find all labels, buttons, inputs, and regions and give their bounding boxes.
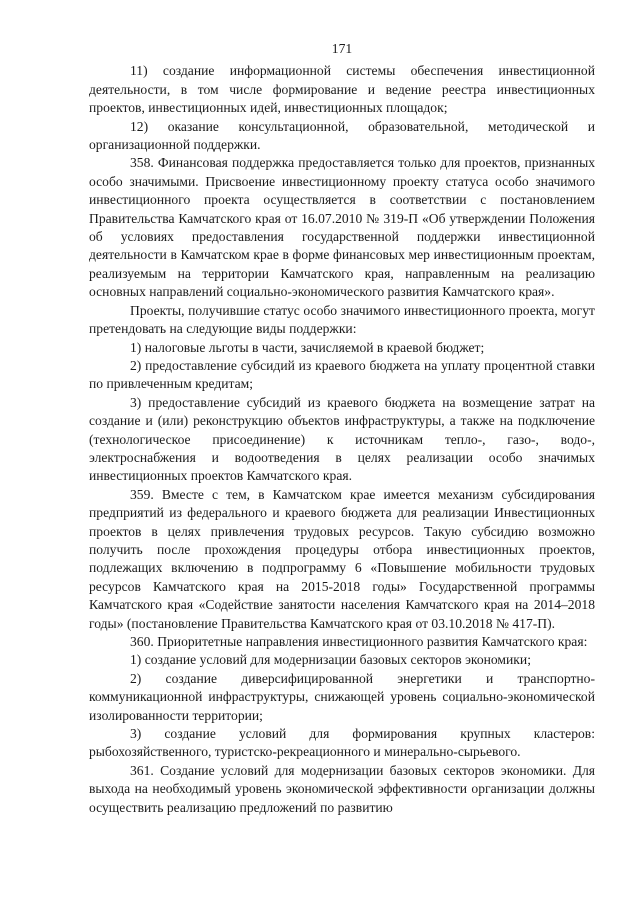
paragraph-priority-2: 2) создание диверсифицированной энергетики и транспортно-коммуникационной инфраструктуры, снижающей уровень социально-экономической изолированности территории; [89,670,595,723]
paragraph-item-11: 11) создание информационной системы обеспечения инвестиционной деятельности, в том числе формирование и ведение реестра инвестиционных проектов, инвестиционных идей, инвестиционных площадок; [89,63,595,116]
paragraph-358: 358. Финансовая поддержка предоставляется только для проектов, признанных особо значимыми. Присвоение инвестиционному проекту статуса особо значимого инвестиционного проекта осуществляется в соответствии с постановлением Правительства Камчатского края от 16.07.2010 № 319-П «Об утверждении Положения об условиях предоставления государственной поддержки инвестиционной деятельности в Камчатском крае в форме финансовых мер инвестиционным проектам, реализуемым на территории Камчатского края, направленным на реализацию основных направлений социально-экономического развития Камчатского края». [89,155,595,300]
paragraph-support-1: 1) налоговые льготы в части, зачисляемой в краевой бюджет; [130,339,485,355]
paragraph-priority-3: 3) создание условий для формирования крупных кластеров: рыбохозяйственного, туристско-рекреационного и минерально-сырьевого. [89,726,595,760]
paragraph-359: 359. Вместе с тем, в Камчатском крае имеется механизм субсидирования предприятий из федерального и краевого бюджета для реализации Инвестиционных проектов в целях привлечения трудовых ресурсов. Такую субсидию возможно получить после прохождения процедуры отбора инвестиционных проектов, подлежащих включению в подпрограмму 6 «Повышение мобильности трудовых ресурсов Камчатского края на 2015-2018 годы» Государственной программы Камчатского края «Содействие занятости населения Камчатского края на 2014–2018 годы» (постановление Правительства Камчатского края от 03.10.2018 № 417-П). [89,486,595,631]
paragraph-361: 361. Создание условий для модернизации базовых секторов экономики. Для выхода на необходимый уровень экономической эффективности организации должны осуществить реализацию предложений по развитию [89,762,595,815]
paragraph-support-3: 3) предоставление субсидий из краевого бюджета на возмещение затрат на создание и (или) реконструкцию объектов инфраструктуры, а также на подключение (технологическое присоединение) к источникам тепло-, газо-, водо-, электроснабжения и водоотведения в целях реализации особо значимых инвестиционных проектов Камчатского края. [89,394,595,484]
document-page [89,40,595,817]
paragraph-support-intro: Проекты, получившие статус особо значимого инвестиционного проекта, могут претендовать на следующие виды поддержки: [89,302,595,337]
paragraph-item-12: 12) оказание консультационной, образовательной, методической и организационной поддержки. [89,118,595,153]
paragraph-priority-1: 1) создание условий для модернизации базовых секторов экономики; [130,652,531,668]
paragraph-support-2: 2) предоставление субсидий из краевого бюджета на уплату процентной ставки по привлеченным кредитам; [89,357,595,392]
paragraph-360: 360. Приоритетные направления инвестиционного развития Камчатского края: [130,634,588,649]
page-number: 171 [331,41,353,56]
